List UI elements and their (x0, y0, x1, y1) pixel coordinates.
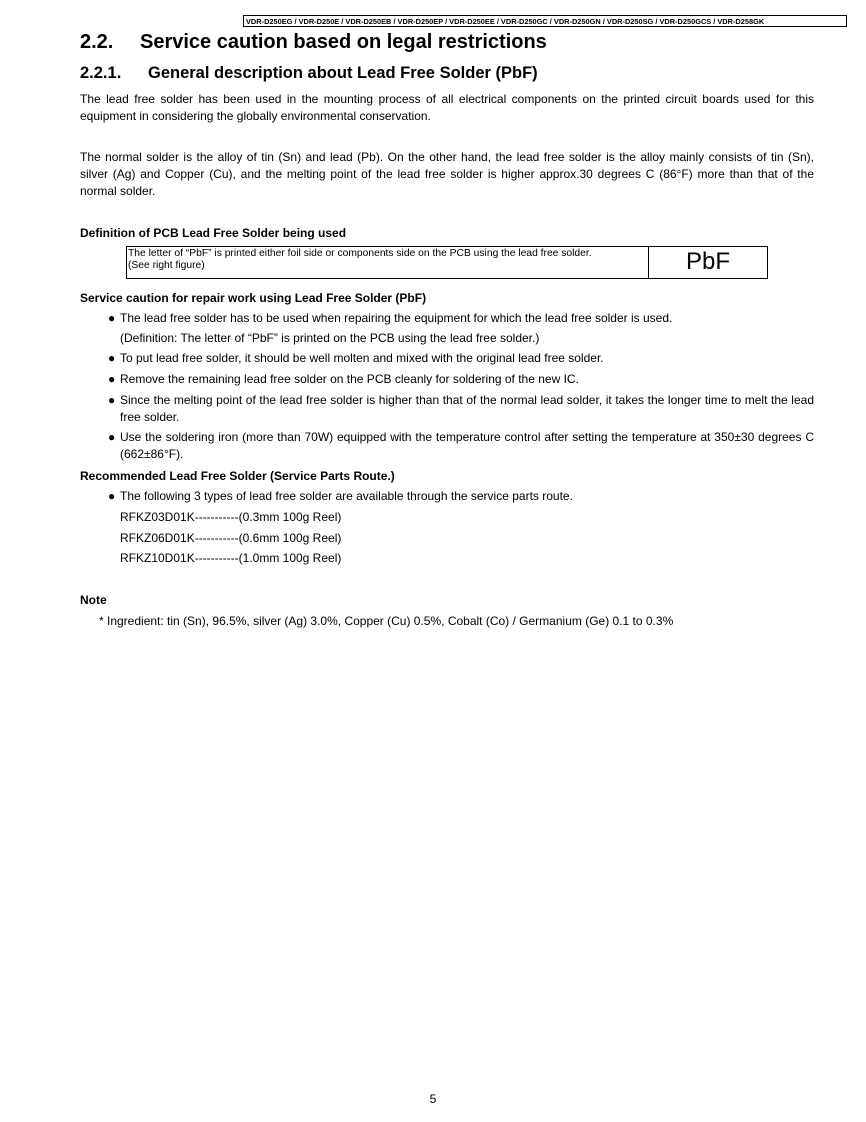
bullet-icon: ● (108, 430, 116, 444)
list-item (108, 371, 814, 388)
bullet-icon: ● (108, 351, 116, 365)
list-item (108, 350, 814, 367)
bullet-icon: ● (108, 311, 116, 325)
page-number: 5 (429, 1092, 437, 1106)
paragraph-intro: The lead free solder has been used in the mounting process of all electrical components on the printed circuit boards used for this equipment in considering the globally environmental conservation. (80, 92, 814, 123)
definition-heading: Definition of PCB Lead Free Solder being used (80, 226, 347, 240)
list-item-text: Remove the remaining lead free solder on the PCB cleanly for soldering of the new IC. (120, 372, 579, 386)
part-number: RFKZ10D01K-----------(1.0mm 100g Reel) (120, 551, 342, 565)
subsection-heading (80, 64, 538, 83)
pbf-definition-text (127, 247, 649, 278)
caution-heading: Service caution for repair work using Lead Free Solder (PbF) (80, 291, 427, 305)
list-item (108, 392, 814, 426)
bullet-icon: ● (108, 372, 116, 386)
subsection-title: General description about Lead Free Solder (PbF) (148, 64, 538, 82)
bullet-icon: ● (108, 393, 116, 407)
list-item-text: The lead free solder has to be used when repairing the equipment for which the lead free solder is used. (120, 311, 673, 325)
list-item-text: Since the melting point of the lead free solder is higher than that of the normal lead solder, it takes the longer time to melt the lead free solder. (120, 393, 814, 424)
note-heading: Note (80, 593, 107, 607)
list-item (108, 488, 814, 505)
definition-note: (Definition: The letter of “PbF” is printed on the PCB using the lead free solder.) (120, 331, 540, 345)
section-number: 2.2. (80, 31, 114, 53)
note-text: * Ingredient: tin (Sn), 96.5%, silver (Ag) 3.0%, Copper (Cu) 0.5%, Cobalt (Co) / Germanium (Ge) 0.1 to 0.3% (99, 614, 674, 628)
subsection-number: 2.2.1. (80, 64, 122, 82)
list-item-text: Use the soldering iron (more than 70W) equipped with the temperature control after setting the temperature at 350±30 degrees C (662±86°F). (120, 430, 814, 461)
list-item (108, 310, 814, 327)
bullet-icon: ● (108, 489, 116, 503)
part-number: RFKZ03D01K-----------(0.3mm 100g Reel) (120, 510, 342, 524)
pbf-mark: PbF (685, 248, 730, 275)
section-heading (80, 31, 547, 54)
pbf-definition-line: The letter of “PbF” is printed either foil side or components side on the PCB using the lead free solder. (128, 248, 592, 259)
list-item (108, 429, 814, 463)
pbf-definition-table (126, 246, 768, 279)
list-item-text: The following 3 types of lead free solder are available through the service parts route. (120, 489, 573, 503)
pbf-definition-line: (See right figure) (128, 260, 205, 271)
list-item-text: To put lead free solder, it should be well molten and mixed with the original lead free solder. (120, 351, 604, 365)
section-title: Service caution based on legal restrictions (140, 31, 547, 53)
model-list-header: VDR-D250EG / VDR-D250E / VDR-D250EB / VDR-D250EP / VDR-D250EE / VDR-D250GC / VDR-D250GN / VDR-D250SG / VDR-D250GCS / VDR-D258GK (243, 15, 847, 27)
paragraph-normal-solder: The normal solder is the alloy of tin (Sn) and lead (Pb). On the other hand, the lead free solder is the alloy mainly consists of tin (Sn), silver (Ag) and Copper (Cu), and the melting point of the lead free solder is higher approx.30 degrees C (86°F) more than that of the normal solder. (80, 150, 814, 198)
part-number: RFKZ06D01K-----------(0.6mm 100g Reel) (120, 531, 342, 545)
recommended-heading: Recommended Lead Free Solder (Service Parts Route.) (80, 469, 395, 483)
